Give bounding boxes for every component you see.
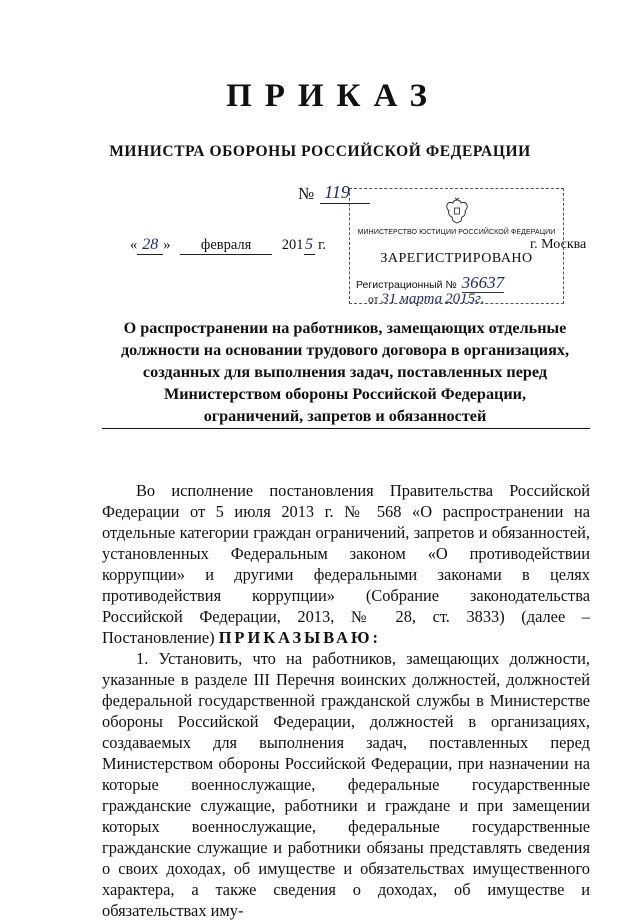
stamp-reg-year: 2015г. <box>445 291 485 307</box>
date-close-quote: » <box>163 237 171 253</box>
number-value: 119 <box>320 182 370 204</box>
stamp-reg-label: Регистрационный № <box>356 279 457 291</box>
date-year-unit: г. <box>318 237 327 253</box>
order-body <box>102 480 590 921</box>
city: г. Москва <box>530 237 587 252</box>
stamp-ministry: МИНИСТЕРСТВО ЮСТИЦИИ РОССИЙСКОЙ ФЕДЕРАЦИИ <box>357 229 556 236</box>
date-day: 28 <box>137 236 163 255</box>
coat-of-arms-icon <box>444 197 470 225</box>
clause-1-paragraph: 1. Установить, что на работников, замещающих должности, указанные в разделе III Перечня воинских должностей, должностей федеральной государственной гражданской службы в Министерстве обороны Российской Федерации, должностей в организациях, создаваемых для выполнения задач, поставленных перед Министерством обороны Российской Федерации, при назначении на которые военнослужащие, федеральные государственные гражданские служащие, работники и граждане и при замещении которых военнослужащие, федеральные государственные гражданские служащие и работники обязаны представлять сведения о своих доходах, об имуществе и обязательствах имущественного характера, а также сведения о доходах, об имуществе и обязательствах иму- <box>102 649 590 920</box>
stamp-from-label: от <box>368 294 379 306</box>
heading-divider <box>102 428 590 429</box>
preamble-text: Во исполнение постановления Правительства Российской Федерации от 5 июля 2013 г. № 568 «О распространении на отдельные категории граждан ограничений, запретов и обязанностей, установленных Федеральным законом «О противодействии коррупции» и другими федеральными законами в целях противодействия коррупции» (Собрание законодательства Российской Федерации, 2013, № 28, ст. 3833) (далее – Постановление) <box>102 481 590 647</box>
stamp-reg-month: марта <box>399 291 443 307</box>
heading-line: созданных для выполнения задач, поставленных перед <box>142 363 548 381</box>
date-year-prefix: 201 <box>281 237 304 253</box>
order-heading <box>100 317 590 427</box>
stamp-reg-date-row <box>368 291 484 308</box>
heading-line: должности на основании трудового договора в организациях, <box>120 341 570 359</box>
date-open-quote: « <box>130 237 138 253</box>
document-title: ПРИКАЗ <box>226 78 440 114</box>
heading-line: Министерством обороны Российской Федерации, <box>163 385 527 403</box>
stamp-reg-day: 31 <box>381 291 397 307</box>
date-month: февраля <box>180 237 272 255</box>
stamp-reg-number-row <box>356 273 504 293</box>
date-year-suffix: 5 <box>305 236 313 253</box>
heading-line: О распространении на работников, замещающих отдельные <box>123 319 567 337</box>
document-subtitle: МИНИСТРА ОБОРОНЫ РОССИЙСКОЙ ФЕДЕРАЦИИ <box>109 143 531 160</box>
stamp-registered: ЗАРЕГИСТРИРОВАНО <box>380 251 533 266</box>
command-word: ПРИКАЗЫВАЮ: <box>218 628 381 647</box>
number-label: № <box>298 184 315 203</box>
stamp-reg-number: 36637 <box>461 273 505 292</box>
heading-line: ограничений, запретов и обязанностей <box>203 407 487 425</box>
preamble-paragraph <box>102 480 590 648</box>
order-date <box>130 236 326 255</box>
